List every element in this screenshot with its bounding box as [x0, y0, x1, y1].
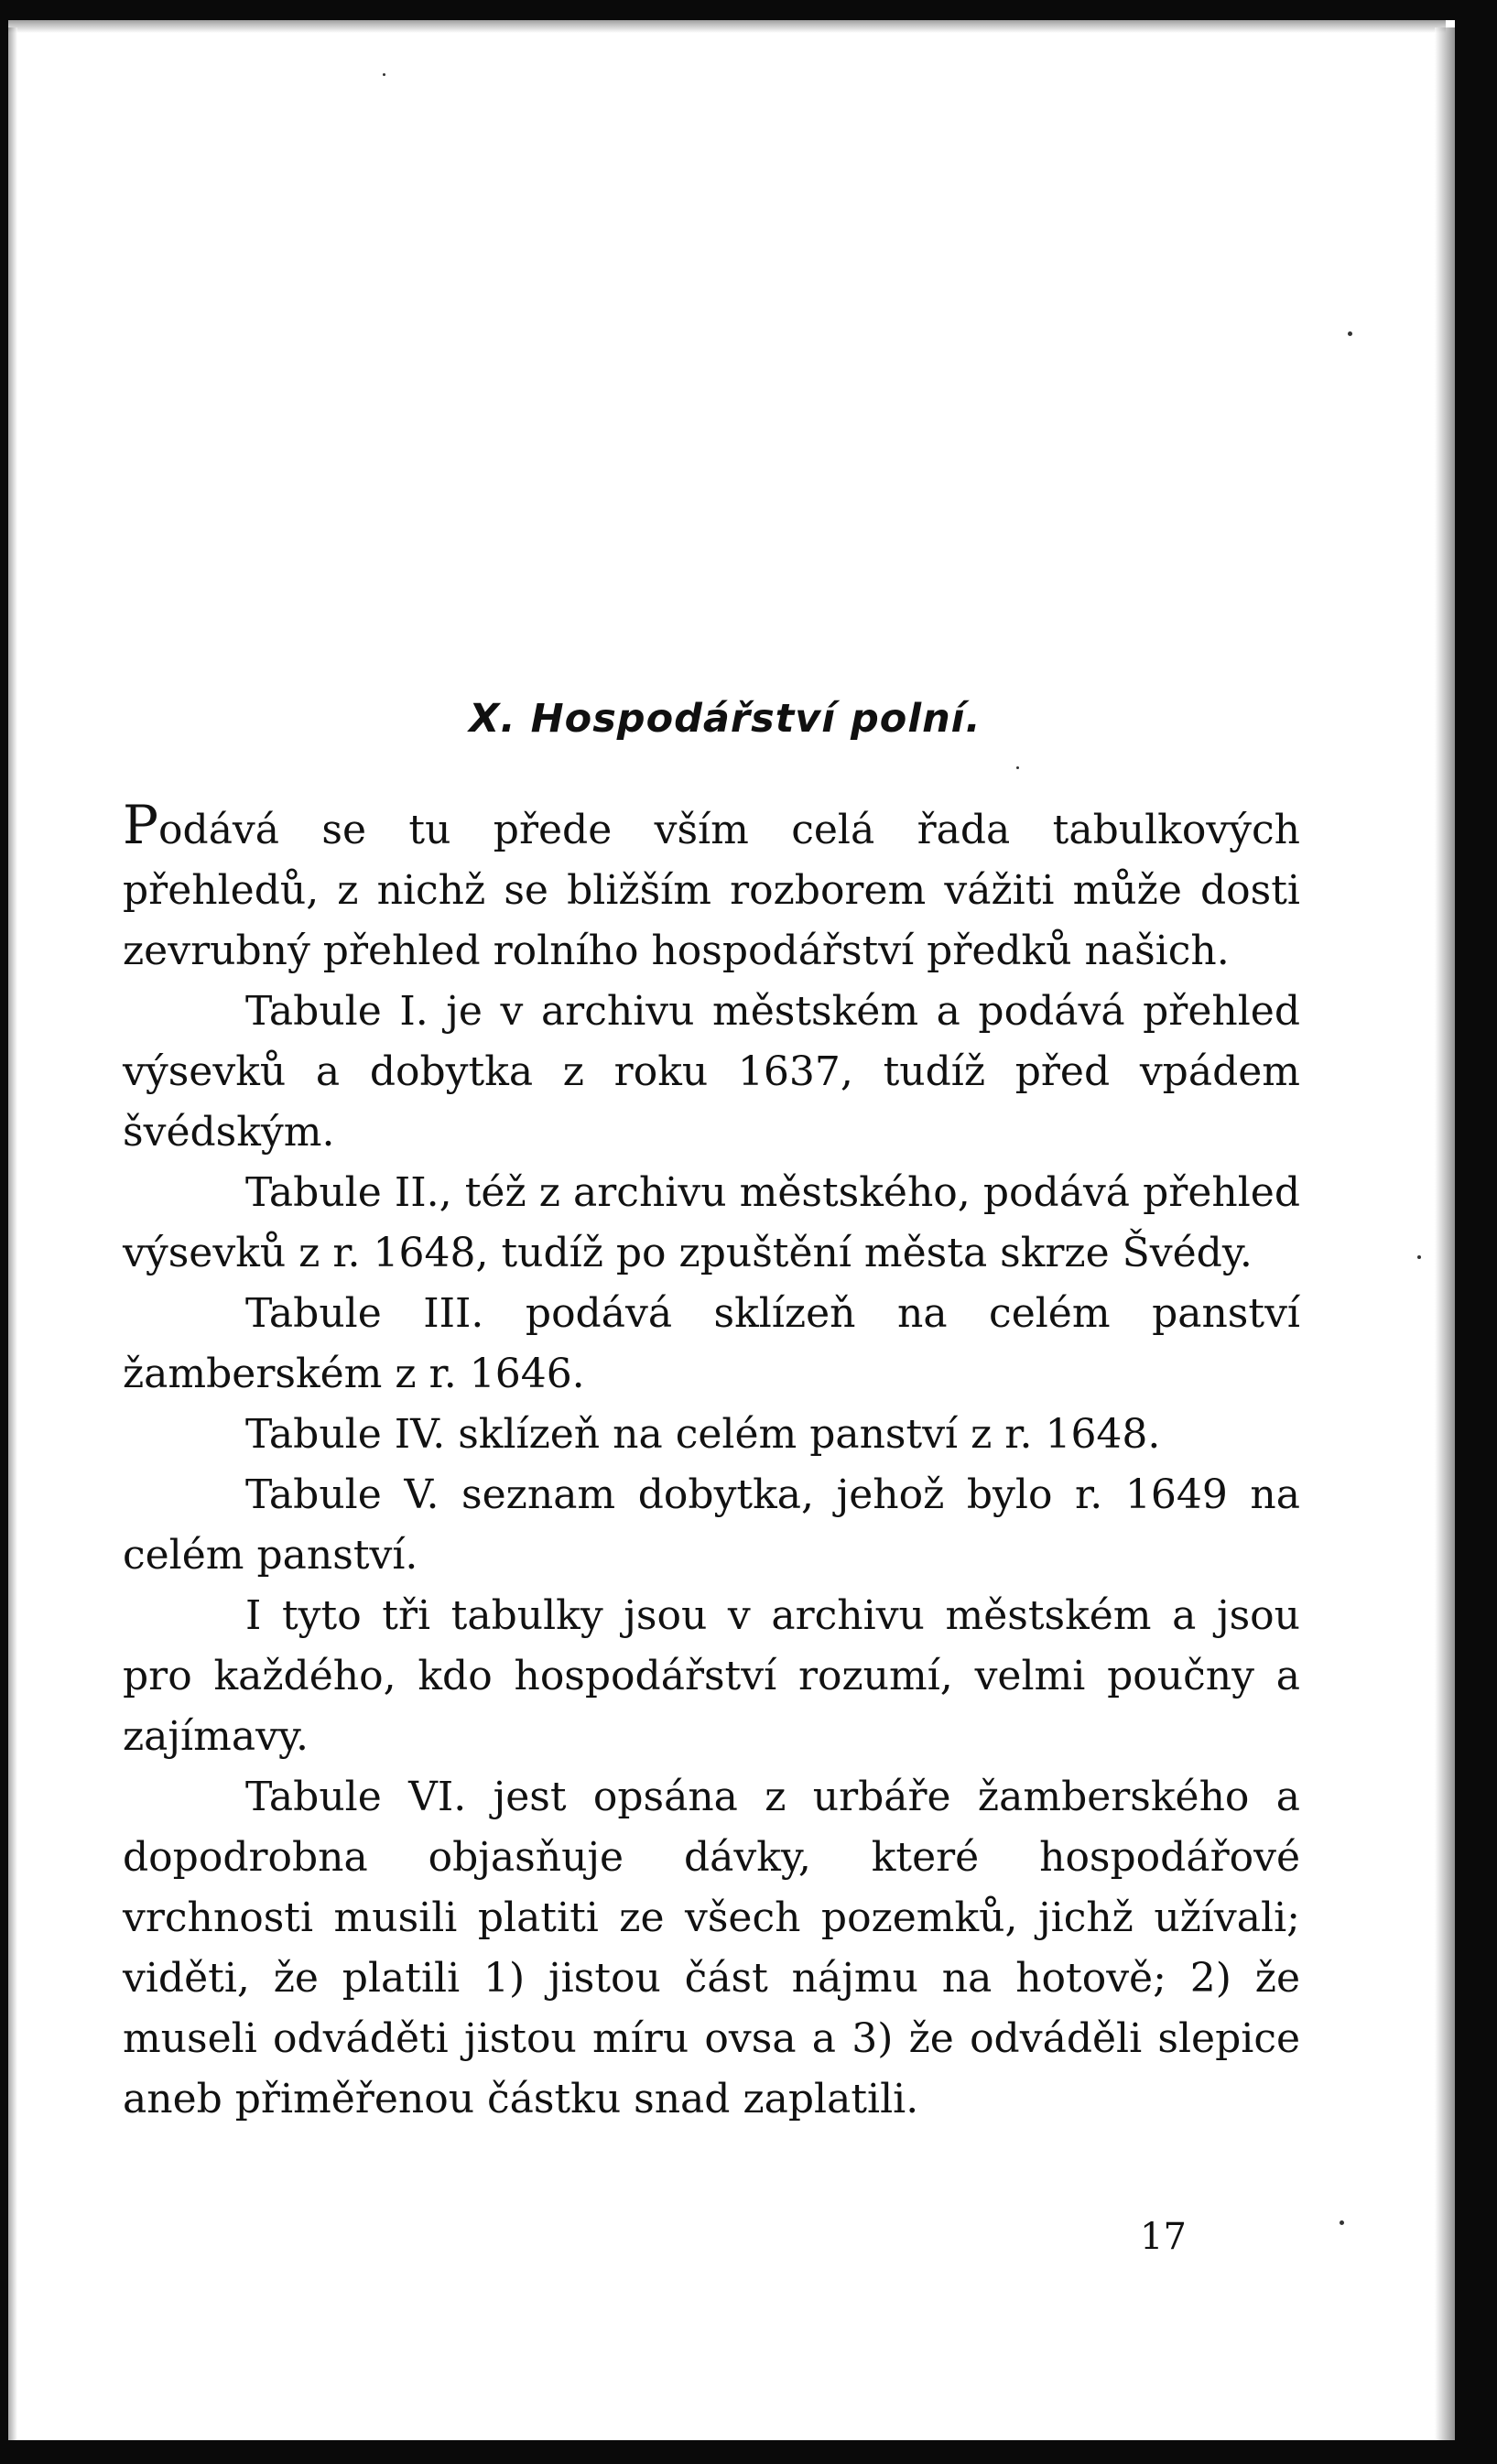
dust-speck — [1348, 331, 1352, 336]
paragraph-5: Tabule IV. sklízeň na celém panství z r. 1648. — [245, 1411, 1161, 1458]
chapter-title: X. Hospodářství polní. — [469, 696, 982, 742]
paragraph-3: Tabule II., též z archivu městského, podává přehled výsevků z r. 1648, tudíž po zpuštění města skrze Švédy. — [123, 1169, 1300, 1276]
scan-shadow-right — [1435, 27, 1455, 2454]
initial-letter: P — [123, 794, 159, 856]
paragraph-7: I tyto tři tabulky jsou v archivu městském a jsou pro každého, kdo hospodářství rozumí, velmi poučny a zajímavy. — [123, 1592, 1300, 1760]
scan-edge-top — [0, 0, 1497, 20]
scan-shadow-left — [8, 27, 17, 2445]
scan-edge-right — [1455, 0, 1497, 2464]
page-content — [123, 696, 1300, 2130]
scan-edge-bottom — [0, 2440, 1497, 2464]
scan-shadow-top — [8, 20, 1446, 33]
paragraph-4: Tabule III. podává sklízeň na celém panství žamberském z r. 1646. — [123, 1290, 1300, 1397]
paragraph-6: Tabule V. seznam dobytka, jehož bylo r. 1649 na celém panství. — [123, 1471, 1300, 1579]
page-number: 17 — [1140, 2216, 1187, 2258]
dust-speck — [1340, 2220, 1344, 2225]
paragraph-8: Tabule VI. jest opsána z urbáře žamberského a dopodrobna objasňuje dávky, které hospodářové vrchnosti musili platiti ze všech pozemků, jichž užívali; viděti, že platili 1) jistou část nájmu na hotově; 2) že museli odváděti jistou míru ovsa a 3) že odváděli slepice aneb přiměřenou částku snad zaplatili. — [123, 1774, 1300, 2122]
paragraph-1 — [123, 795, 1300, 982]
scan-edge-left — [0, 0, 8, 2464]
dust-speck — [383, 73, 385, 76]
paragraph-text: odává se tu přede vším celá řada tabulkových přehledů, z nichž se bližším rozborem vážiti může dosti zevrubný přehled rolního hospodářství předků našich. — [123, 807, 1300, 974]
paragraph-2: Tabule I. je v archivu městském a podává přehled výsevků a dobytka z roku 1637, tudíž před vpádem švédským. — [123, 988, 1300, 1156]
dust-speck — [1417, 1255, 1421, 1259]
